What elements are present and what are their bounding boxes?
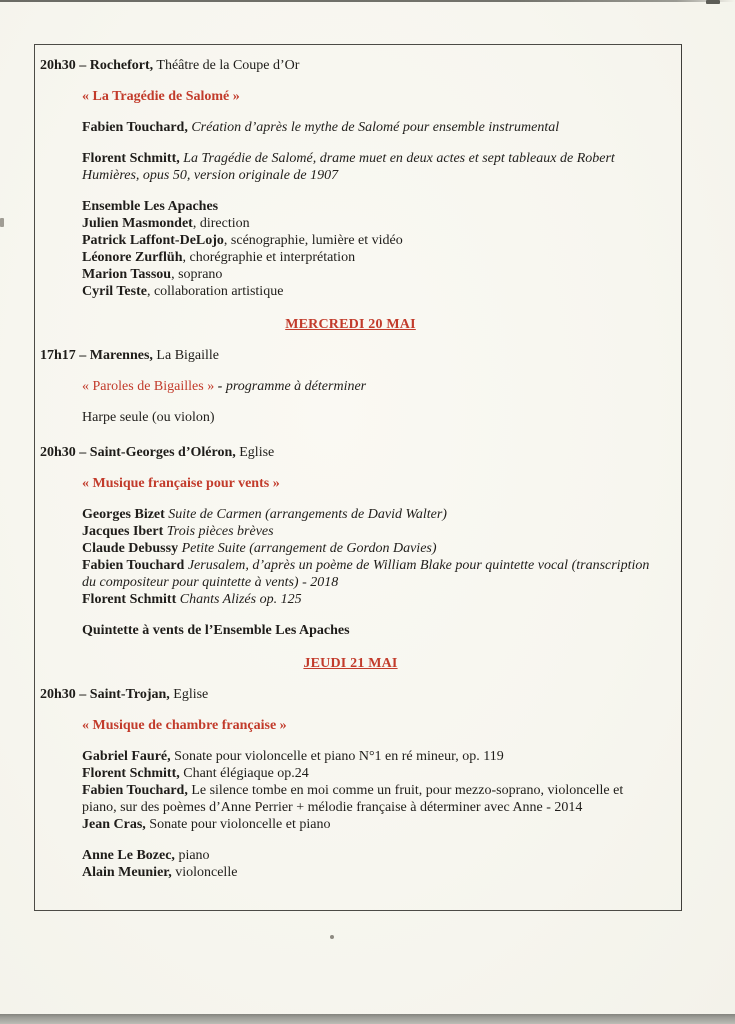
work-line [82,782,661,816]
work-line [82,540,661,557]
work-line [82,506,661,523]
work-description: Sonate pour violoncelle et piano [149,817,331,832]
composer-name: Gabriel Fauré, [82,749,171,764]
event-venue: Eglise [173,687,209,702]
works-list [82,748,661,833]
work-description: La Tragédie de Salomé, drame muet en deux actes et sept tableaux de Robert Humières, opus 50, version originale de 1907 [82,151,615,183]
program-frame [34,44,682,911]
program-title: « La Tragédie de Salomé » [82,89,240,104]
event-time-city: 20h30 – Saint-Trojan, [40,687,170,702]
work-description: Création d’après le mythe de Salomé pour ensemble instrumental [191,120,560,135]
performer-role: , chorégraphie et interprétation [182,250,356,265]
event-venue: Eglise [239,445,275,460]
work-line [82,591,661,608]
event-saint-georges [40,444,661,639]
ensemble-name: Quintette à vents de l’Ensemble Les Apaches [82,623,350,638]
composer-name: Fabien Touchard [82,558,185,573]
work-line [82,748,661,765]
event-venue: La Bigaille [156,348,220,363]
work-description: Chant élégiaque op.24 [183,766,309,781]
work-line [82,119,661,136]
performer-role: , collaboration artistique [146,284,284,299]
event-time-city: 20h30 – Rochefort, [40,58,154,73]
performer-role: piano [178,848,210,863]
work-line [82,557,661,591]
event-time-city: 17h17 – Marennes, [40,348,153,363]
performer-name: Julien Masmondet [82,216,193,231]
performer-role: , scénographie, lumière et vidéo [223,233,403,248]
performer-name: Marion Tassou [82,267,172,282]
scan-artifact-left-tick [0,218,4,227]
work-line [82,150,630,184]
performers-list [82,847,661,881]
works-list [82,506,661,608]
scan-artifact-bottom-edge [0,1014,735,1024]
title-dash: - [217,379,223,394]
scan-artifact-top-edge [0,0,735,2]
event-marennes [40,347,661,426]
work-line [82,765,661,782]
program-note: programme à déterminer [225,379,367,394]
event-time-city: 20h30 – Saint-Georges d’Oléron, [40,445,236,460]
program-title: « Paroles de Bigailles » [82,379,215,394]
performer-line [82,266,661,283]
performer-name: Ensemble Les Apaches [82,199,219,214]
work-description: Petite Suite (arrangement de Gordon Davies) [181,541,437,556]
composer-name: Jacques Ibert [82,524,164,539]
composer-name: Fabien Touchard, [82,783,188,798]
day-heading-thursday: JEUDI 21 MAI [303,656,398,671]
work-description: Le silence tombe en moi comme un fruit, pour mezzo-soprano, violoncelle et piano, sur des poèmes d’Anne Perrier + mélodie française à déterminer avec Anne - 2014 [82,783,624,815]
event-time-venue [40,347,661,364]
composer-name: Fabien Touchard, [82,120,188,135]
performer-name: Anne Le Bozec, [82,848,175,863]
work-description: Suite de Carmen (arrangements de David Walter) [168,507,447,522]
performer-line [82,283,661,300]
program-title: « Musique française pour vents » [82,476,280,491]
performer-line [82,249,661,266]
composer-name: Georges Bizet [82,507,165,522]
composer-name: Jean Cras, [82,817,146,832]
performer-line [82,847,661,864]
work-description: Chants Alizés op. 125 [179,592,302,607]
event-time-venue [40,686,661,703]
composer-name: Florent Schmitt, [82,766,180,781]
work-description: Trois pièces brèves [166,524,274,539]
scan-artifact-dot [330,935,334,939]
performer-name: Léonore Zurflüh [82,250,183,265]
composer-name: Florent Schmitt, [82,151,180,166]
work-description: Jerusalem, d’après un poème de William Blake pour quintette vocal (transcription du compositeur pour quintette à vents) - 2018 [82,558,650,590]
program-title: « Musique de chambre française » [82,718,287,733]
day-heading-wednesday: MERCREDI 20 MAI [285,317,416,332]
event-venue: Théâtre de la Coupe d’Or [156,58,300,73]
performer-name: Alain Meunier, [82,865,172,880]
performers-list [82,198,661,300]
performer-line [82,198,661,215]
event-rochefort [40,57,661,300]
event-time-venue [40,57,661,74]
performer-role: , direction [192,216,250,231]
program-title-line [82,378,661,395]
event-saint-trojan [40,686,661,881]
performer-name: Cyril Teste [82,284,147,299]
composer-name: Florent Schmitt [82,592,177,607]
performer-name: Patrick Laffont-DeLojo [82,233,224,248]
work-description: Sonate pour violoncelle et piano N°1 en ré mineur, op. 119 [174,749,504,764]
performer-line [82,864,661,881]
performer-line [82,215,661,232]
performer-role: , soprano [171,267,223,282]
performer-line [82,232,661,249]
scan-artifact-top-right-tick [706,0,720,4]
instrumentation: Harpe seule (ou violon) [82,410,215,425]
composer-name: Claude Debussy [82,541,179,556]
event-time-venue [40,444,661,461]
work-line [82,816,661,833]
work-line [82,523,661,540]
performer-role: violoncelle [175,865,238,880]
